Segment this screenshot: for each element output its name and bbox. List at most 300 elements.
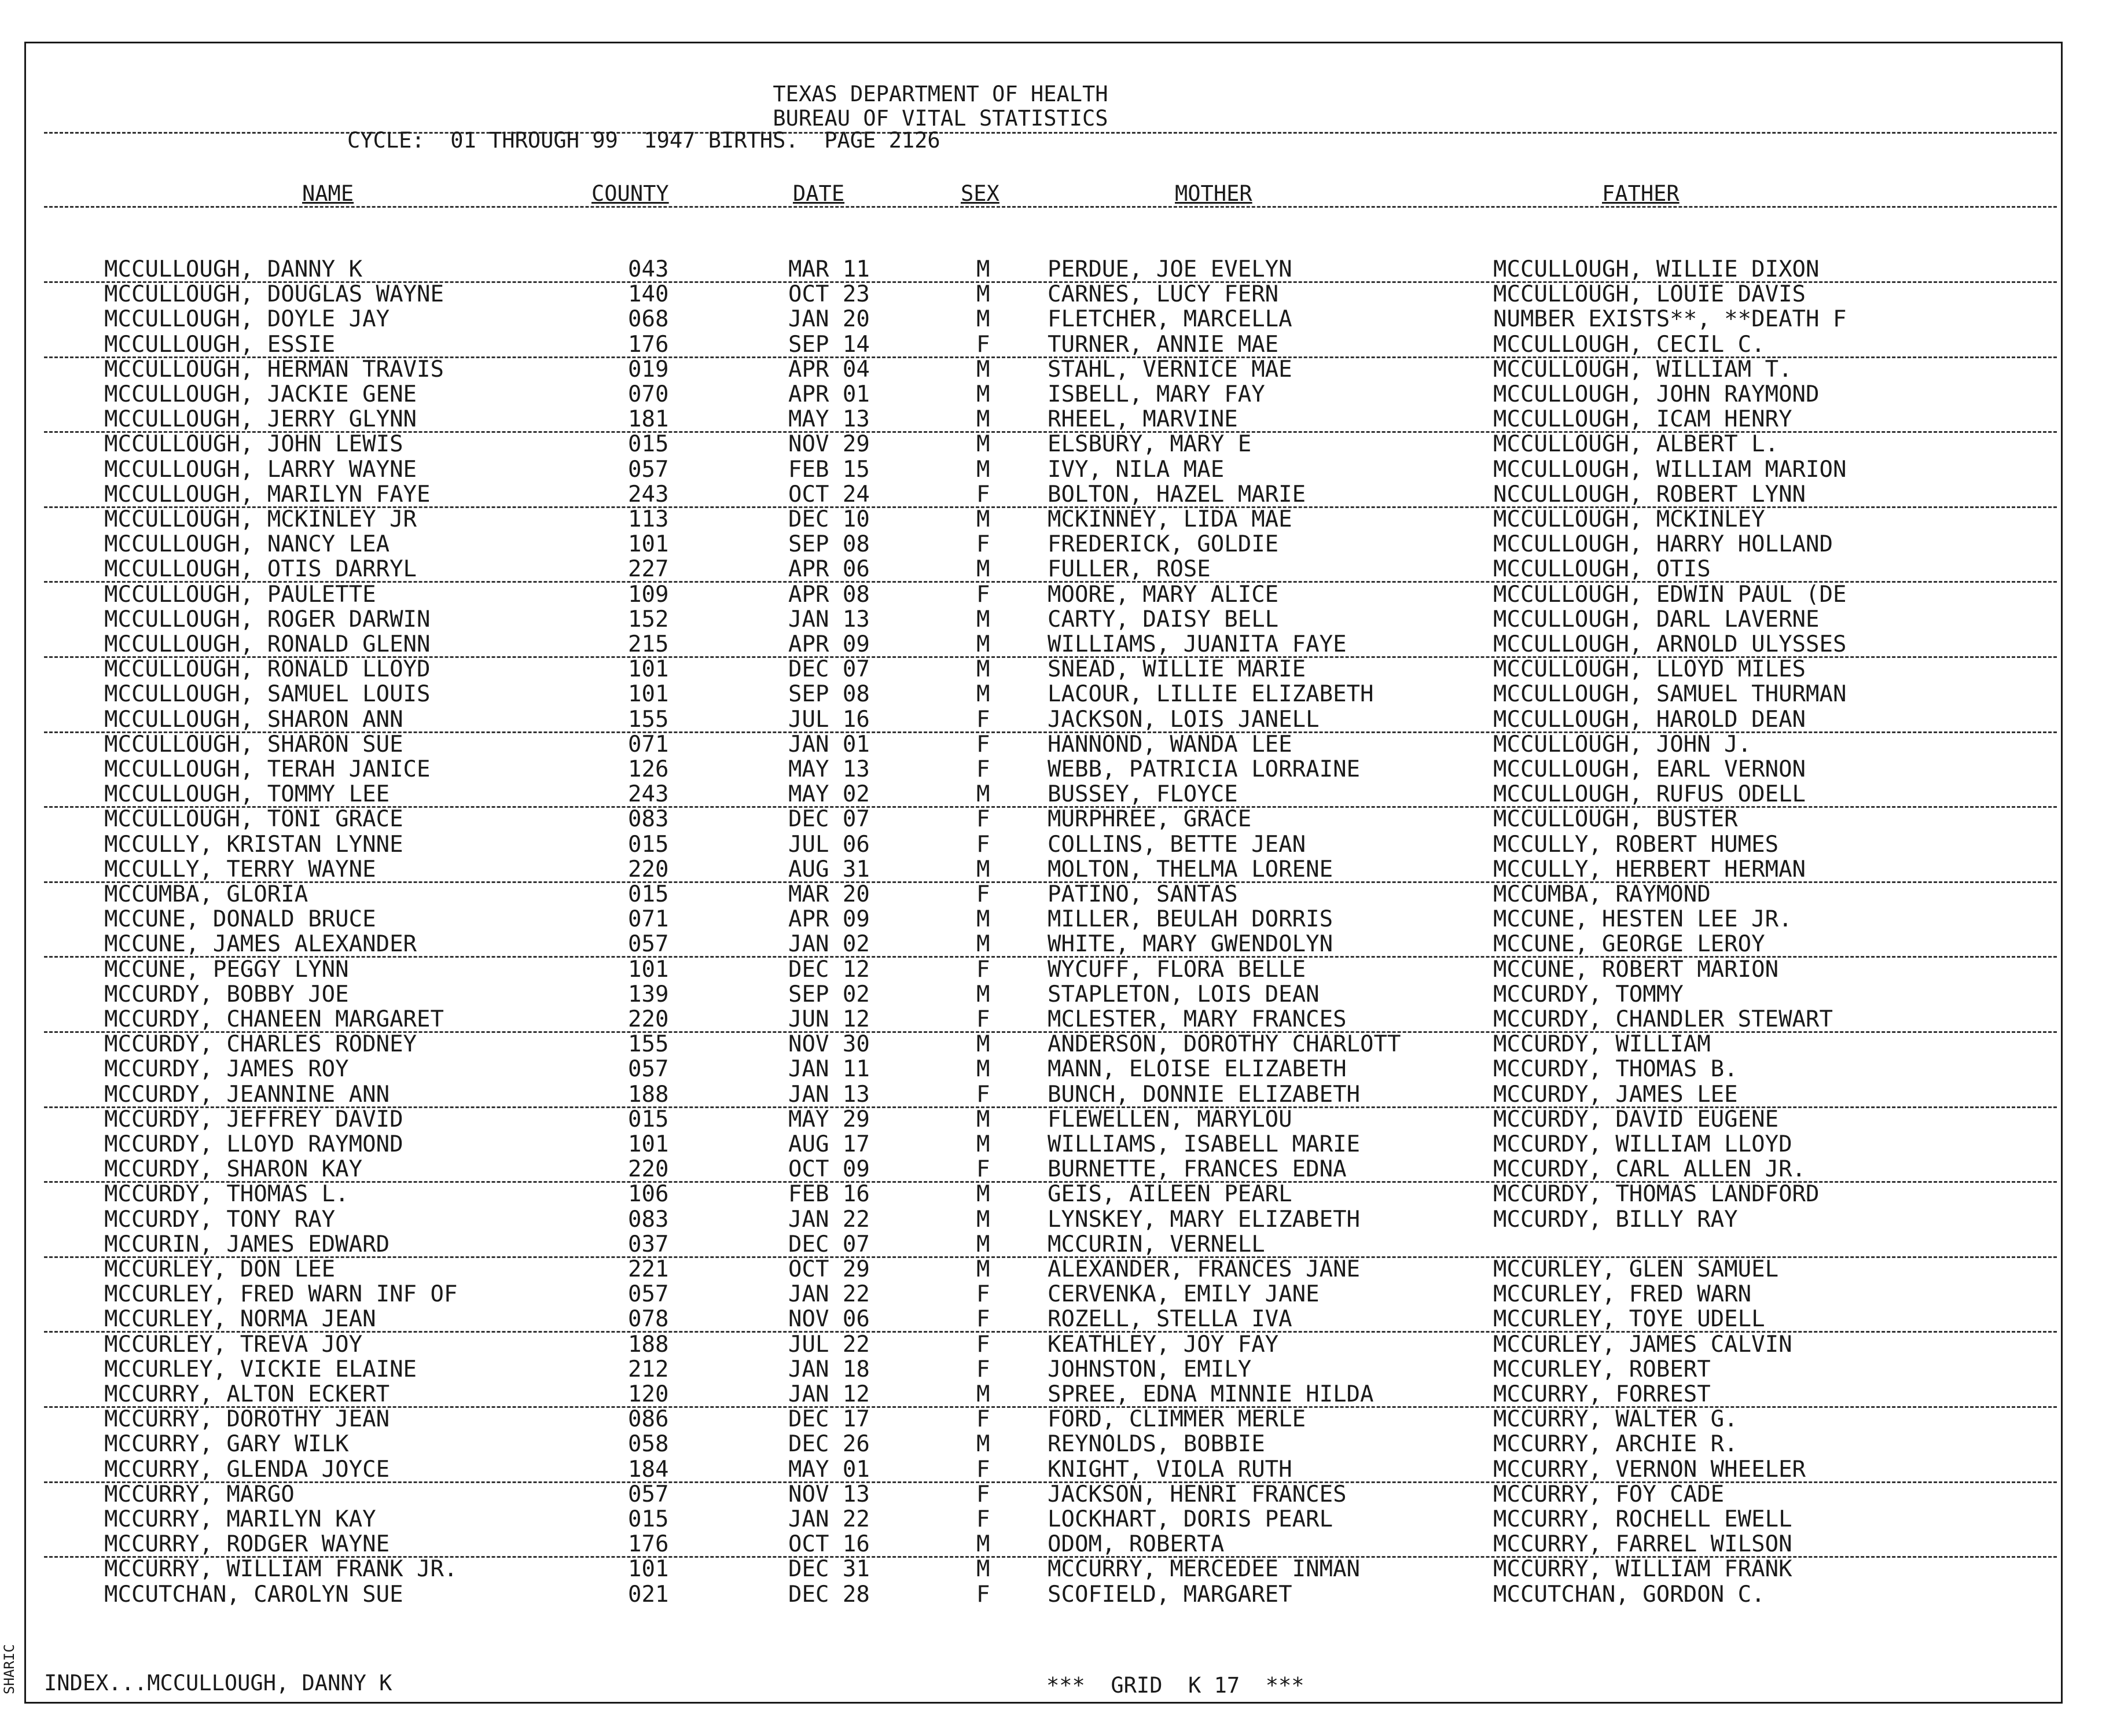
row-sex: F	[976, 1406, 990, 1432]
row-sex: M	[976, 1031, 990, 1057]
row-father: MCCULLOUGH, WILLIAM MARION	[1493, 457, 1847, 483]
row-mother: GEIS, AILEEN PEARL	[1048, 1181, 1292, 1207]
row-date: DEC 07	[788, 806, 870, 832]
row-father: MCCUMBA, RAYMOND	[1493, 881, 1711, 907]
row-sex: M	[976, 681, 990, 707]
row-father: MCCURLEY, ROBERT	[1493, 1356, 1711, 1382]
row-father: MCCURLEY, GLEN SAMUEL	[1493, 1256, 1779, 1282]
row-date: OCT 09	[788, 1156, 870, 1182]
row-sex: M	[976, 1256, 990, 1282]
row-county: 188	[628, 1332, 669, 1358]
row-sex: F	[976, 1506, 990, 1532]
row-name: MCCULLOUGH, RONALD GLENN	[104, 631, 431, 657]
column-header-rule	[44, 206, 2057, 208]
row-mother: MCCURIN, VERNELL	[1048, 1231, 1265, 1257]
row-date: OCT 29	[788, 1256, 870, 1282]
row-name: MCCURRY, WILLIAM FRANK JR.	[104, 1556, 458, 1582]
row-sex: M	[976, 906, 990, 932]
row-county: 243	[628, 781, 669, 807]
row-county: 101	[628, 656, 669, 682]
row-mother: ELSBURY, MARY E	[1048, 431, 1252, 457]
row-date: JUL 06	[788, 832, 870, 858]
row-mother: FLETCHER, MARCELLA	[1048, 306, 1292, 332]
row-name: MCCURRY, GARY WILK	[104, 1431, 349, 1457]
row-county: 120	[628, 1381, 669, 1407]
row-name: MCCULLOUGH, OTIS DARRYL	[104, 556, 417, 582]
row-date: JUN 12	[788, 1006, 870, 1032]
row-date: OCT 16	[788, 1531, 870, 1557]
row-father: MCCURLEY, TOYE UDELL	[1493, 1306, 1765, 1332]
row-sex: M	[976, 1207, 990, 1233]
row-father: MCCULLOUGH, HAROLD DEAN	[1493, 707, 1806, 733]
row-name: MCCULLOUGH, SHARON SUE	[104, 731, 403, 757]
row-name: MCCULLOUGH, TERAH JANICE	[104, 756, 431, 782]
row-father: MCCURDY, WILLIAM LLOYD	[1493, 1131, 1792, 1157]
row-mother: BUNCH, DONNIE ELIZABETH	[1048, 1082, 1361, 1108]
row-father: NUMBER EXISTS**, **DEATH F	[1493, 306, 1847, 332]
row-county: 113	[628, 506, 669, 532]
row-sex: F	[976, 832, 990, 858]
row-name: MCCURDY, LLOYD RAYMOND	[104, 1131, 403, 1157]
row-sex: F	[976, 1356, 990, 1382]
row-mother: SPREE, EDNA MINNIE HILDA	[1048, 1381, 1374, 1407]
row-mother: BURNETTE, FRANCES EDNA	[1048, 1156, 1347, 1182]
row-county: 176	[628, 1531, 669, 1557]
column-header-date: DATE	[793, 181, 845, 206]
row-date: JAN 11	[788, 1056, 870, 1082]
row-name: MCCUNE, JAMES ALEXANDER	[104, 931, 417, 957]
row-sex: M	[976, 381, 990, 407]
row-county: 071	[628, 731, 669, 757]
row-father: MCCULLOUGH, CECIL C.	[1493, 332, 1765, 358]
row-sex: M	[976, 406, 990, 432]
row-father: MCCURRY, ARCHIE R.	[1493, 1431, 1738, 1457]
row-father: MCCURRY, FOY CADE	[1493, 1481, 1725, 1507]
row-name: MCCULLOUGH, SHARON ANN	[104, 707, 403, 733]
row-sex: F	[976, 332, 990, 358]
row-county: 058	[628, 1431, 669, 1457]
row-date: JUL 16	[788, 707, 870, 733]
row-name: MCCURRY, DOROTHY JEAN	[104, 1406, 390, 1432]
row-name: MCCULLOUGH, JOHN LEWIS	[104, 431, 403, 457]
row-name: MCCURLEY, TREVA JOY	[104, 1332, 363, 1358]
row-date: FEB 16	[788, 1181, 870, 1207]
row-name: MCCURDY, TONY RAY	[104, 1207, 336, 1233]
row-county: 019	[628, 356, 669, 382]
row-date: APR 09	[788, 906, 870, 932]
row-name: MCCULLOUGH, TONI GRACE	[104, 806, 403, 832]
row-sex: M	[976, 1381, 990, 1407]
row-date: MAY 02	[788, 781, 870, 807]
row-father: MCCULLOUGH, MCKINLEY	[1493, 506, 1765, 532]
row-name: MCCUNE, DONALD BRUCE	[104, 906, 376, 932]
row-father: MCCULLOUGH, EARL VERNON	[1493, 756, 1806, 782]
row-sex: F	[976, 1082, 990, 1108]
row-mother: MCKINNEY, LIDA MAE	[1048, 506, 1292, 532]
column-header-county: COUNTY	[591, 181, 669, 206]
row-date: SEP 02	[788, 981, 870, 1007]
row-father: NCCULLOUGH, ROBERT LYNN	[1493, 481, 1806, 507]
row-mother: PERDUE, JOE EVELYN	[1048, 256, 1292, 282]
row-sex: F	[976, 1156, 990, 1182]
row-sex: M	[976, 981, 990, 1007]
row-date: AUG 17	[788, 1131, 870, 1157]
row-mother: REYNOLDS, BOBBIE	[1048, 1431, 1265, 1457]
row-date: APR 08	[788, 582, 870, 608]
row-sex: F	[976, 1332, 990, 1358]
row-county: 071	[628, 906, 669, 932]
row-father: MCCURDY, CARL ALLEN JR.	[1493, 1156, 1806, 1182]
row-mother: MANN, ELOISE ELIZABETH	[1048, 1056, 1347, 1082]
row-sex: F	[976, 731, 990, 757]
row-mother: HANNOND, WANDA LEE	[1048, 731, 1292, 757]
row-county: 068	[628, 306, 669, 332]
column-header-name: NAME	[302, 181, 354, 206]
row-county: 021	[628, 1581, 669, 1608]
row-father: MCCULLOUGH, BUSTER	[1493, 806, 1738, 832]
row-county: 015	[628, 431, 669, 457]
row-name: MCCURDY, CHARLES RODNEY	[104, 1031, 417, 1057]
row-date: MAR 20	[788, 881, 870, 907]
row-date: DEC 31	[788, 1556, 870, 1582]
row-sex: F	[976, 756, 990, 782]
row-father: MCCULLOUGH, HARRY HOLLAND	[1493, 531, 1833, 557]
row-name: MCCULLOUGH, MARILYN FAYE	[104, 481, 431, 507]
row-mother: ROZELL, STELLA IVA	[1048, 1306, 1292, 1332]
row-sex: M	[976, 281, 990, 307]
row-name: MCCUMBA, GLORIA	[104, 881, 308, 907]
row-name: MCCURRY, MARILYN KAY	[104, 1506, 376, 1532]
row-sex: M	[976, 1181, 990, 1207]
row-father: MCCURRY, FARREL WILSON	[1493, 1531, 1792, 1557]
row-name: MCCURDY, BOBBY JOE	[104, 981, 349, 1007]
row-sex: M	[976, 856, 990, 882]
row-mother: BUSSEY, FLOYCE	[1048, 781, 1238, 807]
row-mother: FULLER, ROSE	[1048, 556, 1211, 582]
row-sex: M	[976, 656, 990, 682]
row-mother: ODOM, ROBERTA	[1048, 1531, 1225, 1557]
row-mother: WILLIAMS, ISABELL MARIE	[1048, 1131, 1361, 1157]
row-mother: IVY, NILA MAE	[1048, 457, 1225, 483]
row-father: MCCURLEY, JAMES CALVIN	[1493, 1332, 1792, 1358]
row-father: MCCUNE, HESTEN LEE JR.	[1493, 906, 1792, 932]
row-date: DEC 10	[788, 506, 870, 532]
row-mother: MURPHREE, GRACE	[1048, 806, 1252, 832]
row-county: 220	[628, 1156, 669, 1182]
row-county: 155	[628, 707, 669, 733]
row-father: MCCULLOUGH, ICAM HENRY	[1493, 406, 1792, 432]
row-sex: M	[976, 781, 990, 807]
row-name: MCCURLEY, VICKIE ELAINE	[104, 1356, 417, 1382]
row-county: 176	[628, 332, 669, 358]
row-date: MAY 13	[788, 406, 870, 432]
row-mother: ANDERSON, DOROTHY CHARLOTT	[1048, 1031, 1401, 1057]
row-county: 086	[628, 1406, 669, 1432]
row-name: MCCULLOUGH, PAULETTE	[104, 582, 376, 608]
row-date: JAN 22	[788, 1207, 870, 1233]
row-county: 215	[628, 631, 669, 657]
row-father: MCCURLEY, FRED WARN	[1493, 1281, 1752, 1307]
row-name: MCCURDY, JAMES ROY	[104, 1056, 349, 1082]
row-mother: MCCURRY, MERCEDEE INMAN	[1048, 1556, 1361, 1582]
row-sex: M	[976, 1056, 990, 1082]
row-sex: M	[976, 306, 990, 332]
row-mother: FREDERICK, GOLDIE	[1048, 531, 1279, 557]
row-county: 212	[628, 1356, 669, 1382]
row-date: JAN 01	[788, 731, 870, 757]
row-county: 078	[628, 1306, 669, 1332]
row-sex: M	[976, 1131, 990, 1157]
row-date: AUG 31	[788, 856, 870, 882]
row-father: MCCUNE, ROBERT MARION	[1493, 957, 1779, 983]
column-header-sex: SEX	[961, 181, 999, 206]
row-sex: M	[976, 1531, 990, 1557]
row-sex: F	[976, 881, 990, 907]
row-mother: ISBELL, MARY FAY	[1048, 381, 1265, 407]
row-name: MCCURRY, ALTON ECKERT	[104, 1381, 390, 1407]
row-father: MCCURDY, BILLY RAY	[1493, 1207, 1738, 1233]
row-name: MCCURDY, CHANEEN MARGARET	[104, 1006, 444, 1032]
row-date: JAN 13	[788, 1082, 870, 1108]
row-county: 083	[628, 1207, 669, 1233]
row-date: SEP 14	[788, 332, 870, 358]
row-date: JAN 22	[788, 1506, 870, 1532]
row-date: APR 01	[788, 381, 870, 407]
row-county: 083	[628, 806, 669, 832]
row-county: 220	[628, 856, 669, 882]
row-date: DEC 17	[788, 1406, 870, 1432]
row-name: MCCULLOUGH, DOUGLAS WAYNE	[104, 281, 444, 307]
row-father: MCCULLOUGH, DARL LAVERNE	[1493, 606, 1820, 632]
row-mother: WHITE, MARY GWENDOLYN	[1048, 931, 1333, 957]
row-sex: M	[976, 457, 990, 483]
row-father: MCCULLOUGH, ARNOLD ULYSSES	[1493, 631, 1847, 657]
row-father: MCCURDY, THOMAS B.	[1493, 1056, 1738, 1082]
row-mother: STAPLETON, LOIS DEAN	[1048, 981, 1320, 1007]
row-mother: LYNSKEY, MARY ELIZABETH	[1048, 1207, 1361, 1233]
row-father: MCCULLY, HERBERT HERMAN	[1493, 856, 1806, 882]
row-sex: M	[976, 556, 990, 582]
row-county: 057	[628, 931, 669, 957]
row-mother: WEBB, PATRICIA LORRAINE	[1048, 756, 1361, 782]
row-father: MCCUTCHAN, GORDON C.	[1493, 1581, 1765, 1608]
row-name: MCCURRY, GLENDA JOYCE	[104, 1457, 390, 1483]
row-mother: TURNER, ANNIE MAE	[1048, 332, 1279, 358]
row-county: 015	[628, 881, 669, 907]
row-sex: F	[976, 1481, 990, 1507]
row-sex: M	[976, 1556, 990, 1582]
row-county: 140	[628, 281, 669, 307]
row-county: 220	[628, 1006, 669, 1032]
row-mother: SCOFIELD, MARGARET	[1048, 1581, 1292, 1608]
row-county: 057	[628, 1481, 669, 1507]
row-mother: MILLER, BEULAH DORRIS	[1048, 906, 1333, 932]
row-father: MCCURDY, JAMES LEE	[1493, 1082, 1738, 1108]
row-county: 243	[628, 481, 669, 507]
row-sex: F	[976, 481, 990, 507]
row-mother: LOCKHART, DORIS PEARL	[1048, 1506, 1333, 1532]
row-father: MCCULLOUGH, JOHN J.	[1493, 731, 1752, 757]
row-date: SEP 08	[788, 531, 870, 557]
row-sex: M	[976, 431, 990, 457]
row-name: MCCURDY, JEFFREY DAVID	[104, 1106, 403, 1132]
row-date: DEC 07	[788, 656, 870, 682]
row-father: MCCURRY, WILLIAM FRANK	[1493, 1556, 1792, 1582]
row-county: 101	[628, 531, 669, 557]
row-county: 181	[628, 406, 669, 432]
row-mother: FORD, CLIMMER MERLE	[1048, 1406, 1306, 1432]
row-mother: MOORE, MARY ALICE	[1048, 582, 1279, 608]
row-mother: WYCUFF, FLORA BELLE	[1048, 957, 1306, 983]
row-date: APR 09	[788, 631, 870, 657]
row-mother: WILLIAMS, JUANITA FAYE	[1048, 631, 1347, 657]
row-mother: BOLTON, HAZEL MARIE	[1048, 481, 1306, 507]
header-bureau: BUREAU OF VITAL STATISTICS	[773, 106, 1108, 131]
row-mother: JACKSON, LOIS JANELL	[1048, 707, 1320, 733]
row-mother: RHEEL, MARVINE	[1048, 406, 1238, 432]
row-sex: F	[976, 1281, 990, 1307]
index-label: INDEX...MCCULLOUGH, DANNY K	[44, 1671, 392, 1695]
row-father: MCCULLOUGH, WILLIAM T.	[1493, 356, 1792, 382]
row-name: MCCURDY, THOMAS L.	[104, 1181, 349, 1207]
row-date: DEC 07	[788, 1231, 870, 1257]
row-county: 152	[628, 606, 669, 632]
column-header-mother: MOTHER	[1175, 181, 1252, 206]
row-father: MCCULLOUGH, LOUIE DAVIS	[1493, 281, 1806, 307]
row-mother: MCLESTER, MARY FRANCES	[1048, 1006, 1347, 1032]
row-county: 221	[628, 1256, 669, 1282]
row-name: MCCULLY, TERRY WAYNE	[104, 856, 376, 882]
row-date: MAR 11	[788, 256, 870, 282]
row-father: MCCULLOUGH, OTIS	[1493, 556, 1711, 582]
row-date: JAN 22	[788, 1281, 870, 1307]
row-date: JAN 02	[788, 931, 870, 957]
row-county: 057	[628, 457, 669, 483]
row-county: 184	[628, 1457, 669, 1483]
row-name: MCCULLOUGH, DOYLE JAY	[104, 306, 390, 332]
row-date: OCT 23	[788, 281, 870, 307]
row-name: MCCURRY, MARGO	[104, 1481, 295, 1507]
row-name: MCCURLEY, NORMA JEAN	[104, 1306, 376, 1332]
row-father: MCCULLOUGH, JOHN RAYMOND	[1493, 381, 1820, 407]
row-mother: CARTY, DAISY BELL	[1048, 606, 1279, 632]
row-sex: F	[976, 707, 990, 733]
row-sex: F	[976, 806, 990, 832]
row-sex: F	[976, 582, 990, 608]
row-county: 070	[628, 381, 669, 407]
row-county: 106	[628, 1181, 669, 1207]
row-date: MAY 01	[788, 1457, 870, 1483]
row-name: MCCULLOUGH, HERMAN TRAVIS	[104, 356, 444, 382]
row-name: MCCUNE, PEGGY LYNN	[104, 957, 349, 983]
row-mother: COLLINS, BETTE JEAN	[1048, 832, 1306, 858]
row-date: NOV 30	[788, 1031, 870, 1057]
row-sex: M	[976, 506, 990, 532]
row-county: 101	[628, 957, 669, 983]
row-date: SEP 08	[788, 681, 870, 707]
row-mother: MOLTON, THELMA LORENE	[1048, 856, 1333, 882]
row-county: 043	[628, 256, 669, 282]
column-header-father: FATHER	[1602, 181, 1680, 206]
row-sex: F	[976, 531, 990, 557]
row-mother: JACKSON, HENRI FRANCES	[1048, 1481, 1347, 1507]
row-county: 057	[628, 1281, 669, 1307]
row-sex: M	[976, 1431, 990, 1457]
row-name: MCCURIN, JAMES EDWARD	[104, 1231, 390, 1257]
row-date: OCT 24	[788, 481, 870, 507]
row-sex: F	[976, 1006, 990, 1032]
header-rule	[44, 132, 2057, 134]
row-mother: KEATHLEY, JOY FAY	[1048, 1332, 1279, 1358]
row-name: MCCULLOUGH, ROGER DARWIN	[104, 606, 431, 632]
row-name: MCCUTCHAN, CAROLYN SUE	[104, 1581, 403, 1608]
row-father: MCCULLOUGH, SAMUEL THURMAN	[1493, 681, 1847, 707]
row-father: MCCURRY, VERNON WHEELER	[1493, 1457, 1806, 1483]
row-name: MCCULLOUGH, JACKIE GENE	[104, 381, 417, 407]
row-date: FEB 15	[788, 457, 870, 483]
row-sex: F	[976, 1457, 990, 1483]
row-father: MCCULLOUGH, WILLIE DIXON	[1493, 256, 1820, 282]
row-date: DEC 12	[788, 957, 870, 983]
row-father: MCCULLOUGH, EDWIN PAUL (DE	[1493, 582, 1847, 608]
side-label: SHARIC	[1, 1644, 17, 1694]
row-name: MCCURDY, SHARON KAY	[104, 1156, 363, 1182]
row-name: MCCURLEY, DON LEE	[104, 1256, 336, 1282]
row-mother: FLEWELLEN, MARYLOU	[1048, 1106, 1292, 1132]
row-county: 101	[628, 681, 669, 707]
row-county: 109	[628, 582, 669, 608]
row-father: MCCURRY, WALTER G.	[1493, 1406, 1738, 1432]
row-name: MCCULLOUGH, NANCY LEA	[104, 531, 390, 557]
row-county: 015	[628, 1506, 669, 1532]
row-father: MCCULLOUGH, ALBERT L.	[1493, 431, 1779, 457]
row-father: MCCULLOUGH, RUFUS ODELL	[1493, 781, 1806, 807]
row-county: 139	[628, 981, 669, 1007]
row-father: MCCULLY, ROBERT HUMES	[1493, 832, 1779, 858]
row-name: MCCULLOUGH, SAMUEL LOUIS	[104, 681, 431, 707]
row-name: MCCULLOUGH, DANNY K	[104, 256, 363, 282]
row-father: MCCULLOUGH, LLOYD MILES	[1493, 656, 1806, 682]
row-date: JAN 12	[788, 1381, 870, 1407]
row-county: 101	[628, 1556, 669, 1582]
row-date: MAY 13	[788, 756, 870, 782]
row-name: MCCULLOUGH, MCKINLEY JR	[104, 506, 417, 532]
row-sex: M	[976, 606, 990, 632]
row-date: MAY 29	[788, 1106, 870, 1132]
row-mother: KNIGHT, VIOLA RUTH	[1048, 1457, 1292, 1483]
grid-label: *** GRID K 17 ***	[1046, 1673, 1304, 1698]
row-father: MCCURDY, THOMAS LANDFORD	[1493, 1181, 1820, 1207]
row-father: MCCUNE, GEORGE LEROY	[1493, 931, 1765, 957]
row-county: 227	[628, 556, 669, 582]
row-father: MCCURDY, CHANDLER STEWART	[1493, 1006, 1833, 1032]
row-county: 057	[628, 1056, 669, 1082]
row-county: 126	[628, 756, 669, 782]
row-sex: M	[976, 931, 990, 957]
row-date: APR 04	[788, 356, 870, 382]
row-sex: M	[976, 1231, 990, 1257]
row-sex: M	[976, 256, 990, 282]
row-mother: CERVENKA, EMILY JANE	[1048, 1281, 1320, 1307]
row-name: MCCULLOUGH, ESSIE	[104, 332, 336, 358]
row-father: MCCURRY, FORREST	[1493, 1381, 1711, 1407]
row-date: NOV 29	[788, 431, 870, 457]
row-date: JAN 20	[788, 306, 870, 332]
row-name: MCCURDY, JEANNINE ANN	[104, 1082, 390, 1108]
row-county: 015	[628, 1106, 669, 1132]
row-mother: CARNES, LUCY FERN	[1048, 281, 1279, 307]
cycle-line: CYCLE: 01 THROUGH 99 1947 BIRTHS. PAGE 2126	[347, 128, 940, 153]
